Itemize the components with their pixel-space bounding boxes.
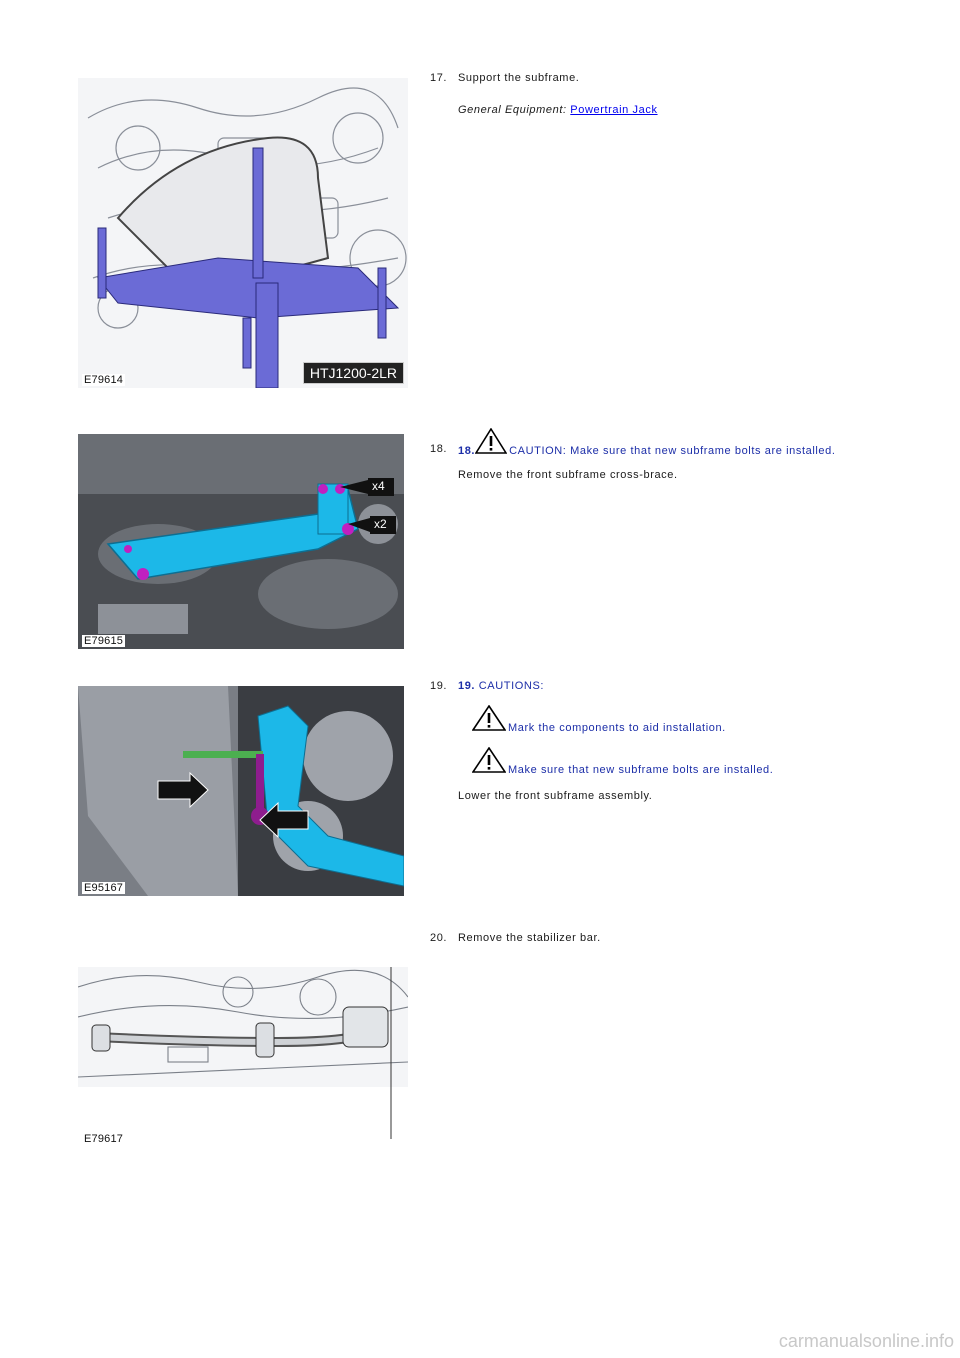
step-number: 17. [430,72,448,84]
caution-item [458,747,938,777]
powertrain-jack-link[interactable]: Powertrain Jack [570,104,658,116]
equipment-label: General Equipment: [458,104,567,116]
step-number: 20. [430,932,448,944]
cross-brace-illustration [78,434,404,649]
caution-text: CAUTION: Make sure that new subframe bolts are installed. [509,445,836,457]
step-text: Lower the front subframe assembly. [458,790,653,802]
caution-text: Mark the components to aid installation. [508,722,726,734]
step-text: Support the subframe. [458,72,580,84]
figure-e95167 [78,686,404,896]
cautions-header: CAUTIONS: [478,680,545,692]
stabilizer-bar-illustration [78,967,408,1147]
subframe-assembly-illustration [78,686,404,896]
step-bold-number: 18. [458,445,476,457]
tool-number-tag: HTJ1200-2LR [303,362,404,384]
warning-triangle-icon [472,705,506,735]
figure-label: E79615 [84,635,124,647]
subframe-jack-illustration [78,78,408,388]
caution-item [458,705,938,735]
figure-e79617 [78,967,408,1147]
step-text: Remove the front subframe cross-brace. [458,469,678,481]
step-number: 19. [430,680,448,692]
step-number: 18. [430,443,448,455]
caution-text: Make sure that new subframe bolts are installed. [508,764,774,776]
step-bold-number: 19. [458,680,476,692]
warning-triangle-icon [472,747,506,777]
step-text: Remove the stabilizer bar. [458,932,601,944]
warning-triangle-icon [475,428,507,458]
footer-watermark: carmanualsonline.info [778,1331,954,1351]
figure-e79614 [78,78,408,388]
figure-label: E79614 [84,374,124,386]
figure-e79615 [78,434,404,649]
figure-label: E95167 [84,882,124,894]
callout-x2: x2 [374,517,387,531]
callout-x4: x4 [372,479,385,493]
figure-label: E79617 [84,1133,124,1145]
